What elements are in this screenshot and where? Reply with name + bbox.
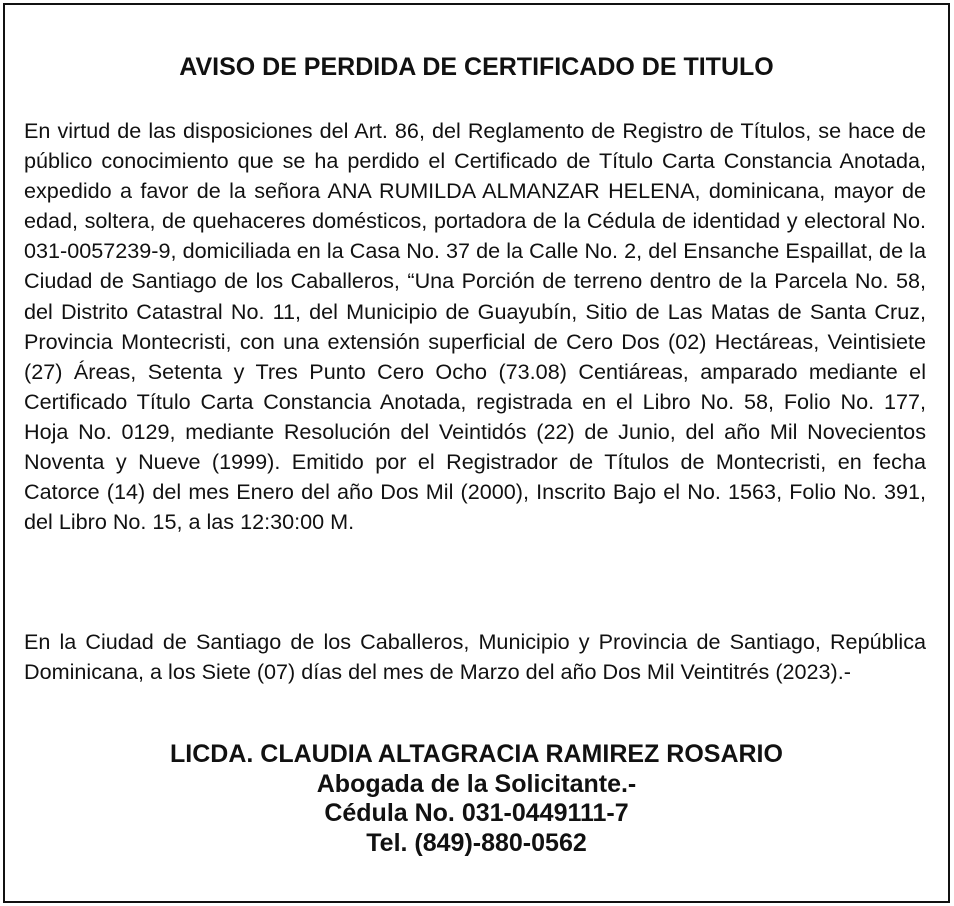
legal-notice [3,3,950,903]
signatory-id: Cédula No. 031-0449111-7 [324,799,629,827]
signature-block [5,740,948,858]
signatory-role: Abogada de la Solicitante.- [316,769,637,798]
notice-body-paragraph: En virtud de las disposiciones del Art. 86, del Reglamento de Registro de Títulos, se hace de público conocimiento que se ha perdido el Certificado de Título Carta Constancia Anotada, expedido a favor de la señora ANA RUMILDA ALMANZAR HELENA, dominicana, mayor de edad, soltera, de quehaceres domésticos, portadora de la Cédula de identidad y electoral No. 031-0057239-9, domiciliada en la Casa No. 37 de la Calle No. 2, del Ensanche Espaillat, de la Ciudad de Santiago de los Caballeros, “Una Porción de terreno dentro de la Parcela No. 58, del Distrito Catastral No. 11, del Municipio de Guayubín, Sitio de Las Matas de Santa Cruz, Provincia Montecristi, con una extensión superficial de Cero Dos (02) Hectáreas, Veintisiete (27) Áreas, Setenta y Tres Punto Cero Ocho (73.08) Centiáreas, amparado mediante el Certificado Título Carta Constancia Anotada, registrada en el Libro No. 58, Folio No. 177, Hoja No. 0129, mediante Resolución del Veintidós (22) de Junio, del año Mil Novecientos Noventa y Nueve (1999). Emitido por el Registrador de Títulos de Montecristi, en fecha Catorce (14) del mes Enero del año Dos Mil (2000), Inscrito Bajo el No. 1563, Folio No. 391, del Libro No. 15, a las 12:30:00 M. [24,118,926,535]
signatory-phone: Tel. (849)-880-0562 [366,828,587,857]
signatory-name: LICDA. CLAUDIA ALTAGRACIA RAMIREZ ROSARIO [170,740,783,768]
notice-title: AVISO DE PERDIDA DE CERTIFICADO DE TITULO [179,53,774,81]
notice-date-paragraph: En la Ciudad de Santiago de los Caballeros, Municipio y Provincia de Santiago, República Dominicana, a los Siete (07) días del mes de Marzo del año Dos Mil Veintitrés (2023).- [24,629,926,685]
